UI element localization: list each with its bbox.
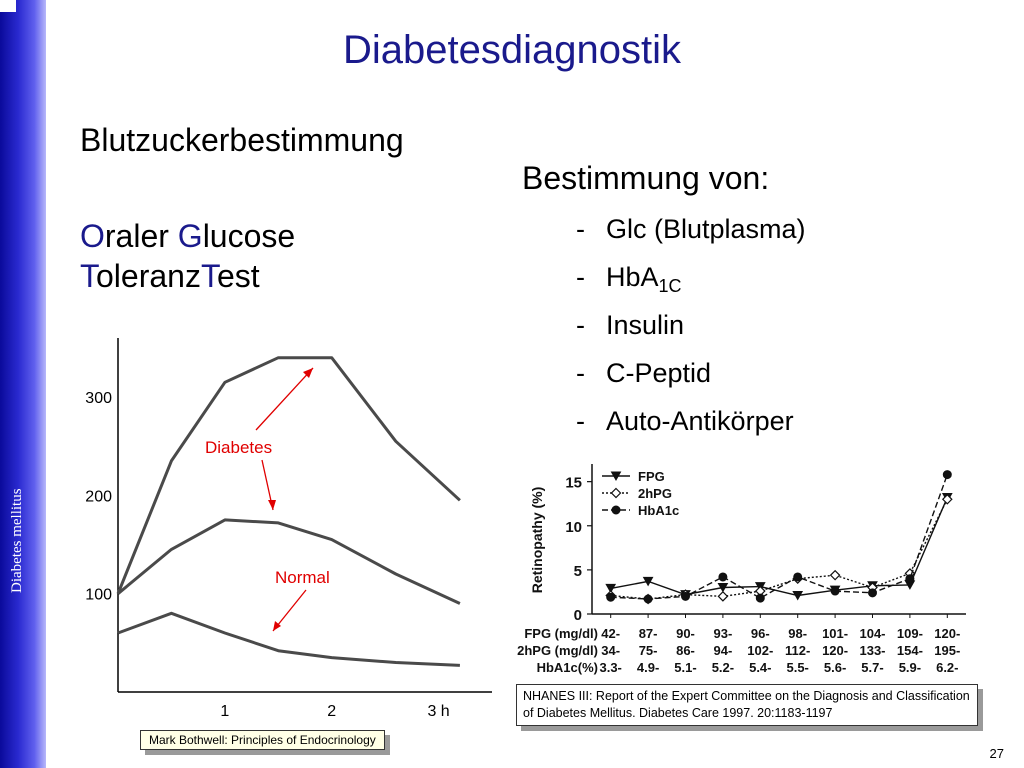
ogtt-word-test: est: [216, 258, 260, 294]
retinopathy-category-value: 195-: [934, 643, 961, 658]
ogtt-letter-t2: T: [200, 258, 217, 294]
bullet-dash: -: [576, 406, 585, 436]
retinopathy-legend-label: HbA1c: [638, 503, 680, 518]
retinopathy-category-value: 5.5-: [786, 660, 809, 675]
retinopathy-point: [644, 595, 652, 603]
ogtt-word-oraler: raler: [104, 218, 178, 254]
bullet-dash: -: [576, 214, 585, 244]
retinopathy-point: [612, 489, 621, 498]
retinopathy-category-value: 75-: [638, 643, 658, 658]
bullet-text: Insulin: [606, 310, 685, 340]
retinopathy-row-label: FPG (mg/dl): [524, 626, 598, 641]
retinopathy-category-value: 120-: [822, 643, 849, 658]
retinopathy-category-value: 5.9-: [898, 660, 922, 675]
retinopathy-category-value: 5.4-: [749, 660, 772, 675]
retinopathy-category-value: 154-: [896, 643, 923, 658]
retinopathy-category-value: 104-: [859, 626, 886, 641]
sidebar-label: Diabetes mellitus: [9, 488, 25, 593]
retinopathy-category-value: 93-: [713, 626, 733, 641]
retinopathy-legend-label: 2hPG: [638, 486, 672, 501]
retinopathy-chart: [512, 456, 974, 682]
bullet-dash: -: [576, 310, 585, 340]
ogtt-annotation-diabetes: Diabetes: [205, 438, 273, 457]
reference-left: Mark Bothwell: Principles of Endocrinology: [140, 730, 385, 750]
bullet-text: HbA: [606, 262, 659, 292]
ogtt-arrow-diabetes: [256, 368, 313, 430]
retinopathy-category-value: 34-: [601, 643, 621, 658]
retinopathy-point: [682, 592, 690, 600]
bullet-item: [576, 256, 806, 304]
retinopathy-row-label: HbA1c(%): [536, 660, 598, 675]
retinopathy-category-value: 87-: [638, 626, 658, 641]
retinopathy-point: [719, 573, 727, 581]
bullet-text: Auto-Antikörper: [606, 406, 794, 436]
retinopathy-point: [718, 592, 727, 601]
retinopathy-point: [794, 573, 802, 581]
retinopathy-legend-label: FPG: [638, 469, 665, 484]
ogtt-chart: [60, 320, 500, 730]
bullet-subscript: 1C: [658, 276, 682, 296]
retinopathy-category-value: 5.6-: [823, 660, 847, 675]
bullet-item: [576, 208, 806, 256]
retinopathy-category-value: 5.1-: [674, 660, 697, 675]
page-number: 27: [989, 746, 1004, 761]
bullet-dash: -: [576, 358, 585, 388]
sidebar-band: [0, 0, 46, 768]
ogtt-annotation-normal: Normal: [275, 568, 330, 587]
retinopathy-category-value: 112-: [785, 643, 811, 658]
ogtt-y-tick-label: 200: [85, 488, 112, 506]
ogtt-word-toleranz: oleranz: [96, 258, 201, 294]
ogtt-curve: [118, 520, 460, 604]
retinopathy-y-tick-label: 15: [565, 474, 582, 492]
retinopathy-category-value: 94-: [713, 643, 733, 658]
ogtt-letter-g: G: [177, 218, 203, 254]
retinopathy-category-value: 4.9-: [636, 660, 660, 675]
retinopathy-y-tick-label: 0: [573, 607, 582, 624]
ogtt-x-tick-label: 1: [220, 703, 230, 720]
ogtt-curve: [118, 613, 460, 665]
bullet-item: [576, 352, 806, 400]
retinopathy-category-value: 90-: [676, 626, 695, 641]
bullet-item: [576, 400, 806, 448]
reference-right: NHANES III: Report of the Expert Committee on the Diagnosis and Classification of Diabetes Mellitus. Diabetes Care 1997. 20:1183-1197: [516, 684, 978, 726]
retinopathy-y-tick-label: 5: [573, 562, 582, 580]
list-heading: Bestimmung von:: [522, 160, 770, 196]
retinopathy-category-value: 3.3-: [599, 660, 622, 675]
bullet-text: Glc (Blutplasma): [606, 214, 806, 244]
bullet-dash: -: [576, 262, 585, 292]
ogtt-letter-o: O: [80, 218, 105, 254]
retinopathy-point: [943, 471, 951, 479]
retinopathy-y-tick-label: 10: [565, 518, 582, 536]
retinopathy-category-value: 101-: [822, 626, 849, 641]
retinopathy-point: [906, 575, 914, 583]
retinopathy-category-value: 109-: [896, 626, 923, 641]
retinopathy-category-value: 5.7-: [861, 660, 884, 675]
retinopathy-point: [756, 594, 764, 602]
ogtt-curve: [118, 358, 460, 594]
retinopathy-y-label: Retinopathy (%): [529, 486, 545, 594]
ogtt-x-tick-label: 3 h: [427, 703, 450, 720]
retinopathy-category-value: 86-: [676, 643, 695, 658]
retinopathy-category-value: 98-: [788, 626, 808, 641]
retinopathy-point: [869, 589, 877, 597]
retinopathy-point: [607, 593, 615, 601]
sidebar-corner: [0, 0, 16, 12]
bullet-text: C-Peptid: [606, 358, 712, 388]
retinopathy-category-value: 133-: [859, 643, 886, 658]
subheading: Blutzuckerbestimmung: [80, 122, 404, 158]
retinopathy-category-value: 5.2-: [711, 660, 735, 675]
retinopathy-category-value: 42-: [601, 626, 621, 641]
retinopathy-category-value: 96-: [750, 626, 770, 641]
ogtt-y-tick-label: 300: [85, 390, 112, 407]
slide-title: Diabetesdiagnostik: [343, 28, 681, 72]
bullet-list: [576, 208, 806, 448]
ogtt-letter-t1: T: [80, 258, 96, 294]
bullet-item: [576, 304, 806, 352]
retinopathy-point: [612, 506, 620, 514]
retinopathy-point: [831, 571, 840, 580]
retinopathy-row-label: 2hPG (mg/dl): [517, 643, 598, 658]
ogtt-arrowhead-normal: [268, 500, 276, 510]
retinopathy-category-value: 120-: [934, 626, 961, 641]
retinopathy-category-value: 102-: [747, 643, 774, 658]
ogtt-x-tick-label: 2: [327, 703, 337, 720]
retinopathy-point: [831, 587, 839, 595]
ogtt-word-glucose: lucose: [202, 218, 296, 254]
ogtt-y-tick-label: 100: [85, 586, 112, 604]
retinopathy-category-value: 6.2-: [936, 660, 959, 675]
ogtt-heading: [80, 216, 295, 296]
